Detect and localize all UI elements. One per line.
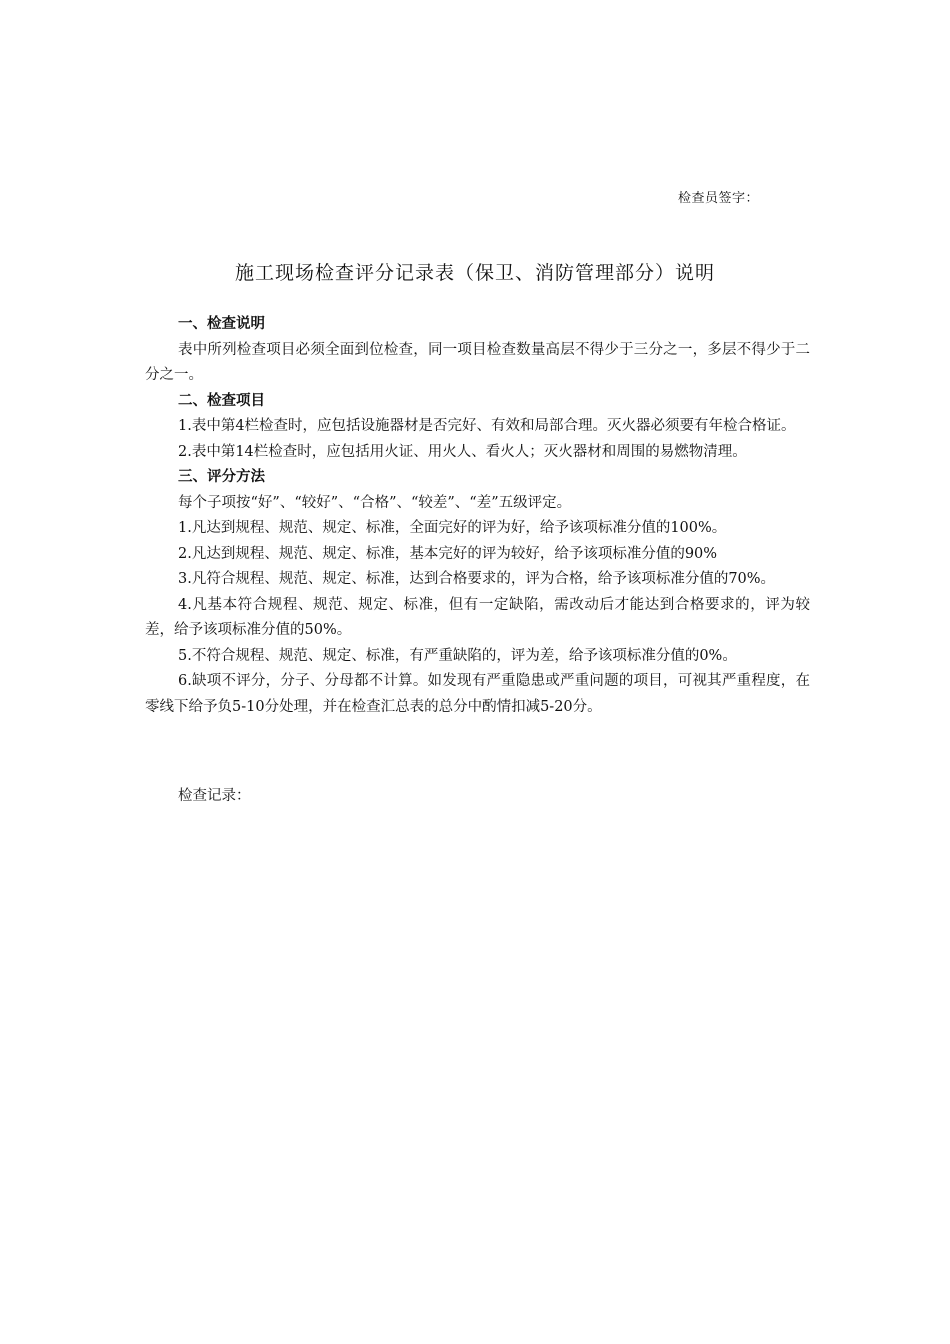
document-title: 施工现场检查评分记录表（保卫、消防管理部分）说明 [234,262,715,284]
section-heading: 二、检查项目 [178,392,265,409]
section-paragraph: 表中所列检查项目必须全面到位检查，同一项目检查数量高层不得少于三分之一，多层不得少于二分之一。 [145,341,810,383]
section-paragraph: 6.缺项不评分，分子、分母都不计算。如发现有严重隐患或严重问题的项目，可视其严重程度，在零线下给予负5-10分处理，并在检查汇总表的总分中酌情扣减5-20分。 [145,673,810,715]
section-paragraph: 1.凡达到规程、规范、规定、标准，全面完好的评为好，给予该项标准分值的100%。 [178,520,727,536]
section-paragraph: 5.不符合规程、规范、规定、标准，有严重缺陷的，评为差，给予该项标准分值的0%。 [178,647,737,664]
section-paragraph: 3.凡符合规程、规范、规定、标准，达到合格要求的，评为合格，给予该项标准分值的70%。 [178,571,776,587]
section-paragraph: 1.表中第4栏检查时，应包括设施器材是否完好、有效和局部合理。灭火器必须要有年检合格证。 [178,418,796,434]
section-paragraph: 2.表中第14栏检查时，应包括用火证、用火人、看火人；灭火器材和周围的易燃物清理。 [178,443,747,460]
section-paragraph: 4.凡基本符合规程、规范、规定、标准，但有一定缺陷，需改动后才能达到合格要求的，评为较差，给予该项标准分值的50%。 [145,596,810,638]
section-paragraph: 每个子项按“好”、“较好”、“合格”、“较差”、“差”五级评定。 [178,494,572,511]
inspector-signature-label: 检查员签字： [678,191,760,206]
section-paragraph: 2.凡达到规程、规范、规定、标准，基本完好的评为较好，给予该项标准分值的90% [178,545,718,562]
section-heading: 一、检查说明 [178,316,265,332]
section-heading: 三、评分方法 [178,469,265,485]
inspection-record-label: 检查记录： [178,788,251,804]
document-body [145,312,810,720]
